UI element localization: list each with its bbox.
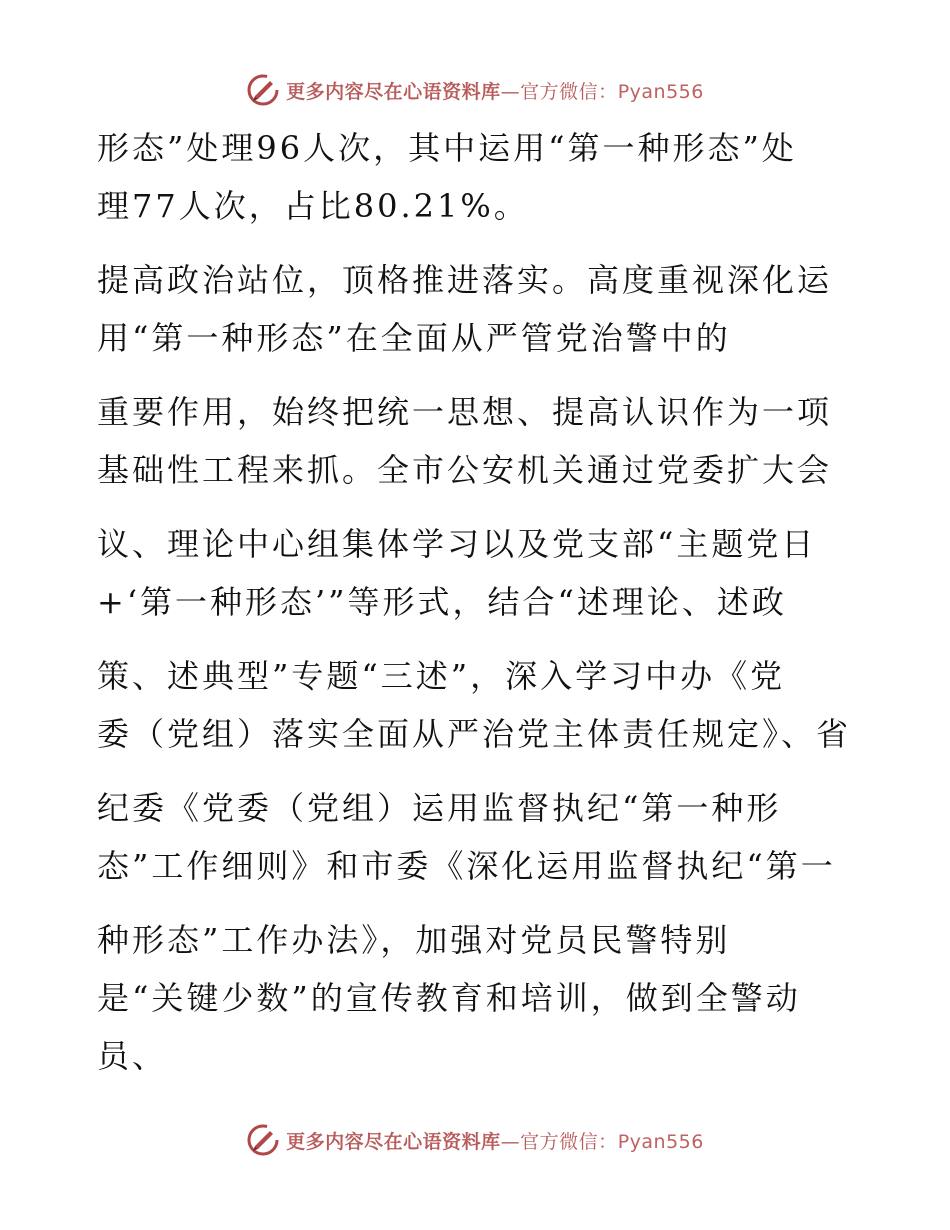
text-line: 委（党组）落实全面从严治党主体责任规定》、省: [97, 715, 852, 753]
text-line: 种形态”工作办法》，加强对党员民警特别: [97, 921, 731, 959]
text-line: 形态”处理96人次，其中运用“第一种形态”处: [97, 129, 797, 167]
brush-logo-icon: [246, 1123, 280, 1157]
text-line: 是“关键少数”的宣传教育和培训，做到全警动: [97, 979, 801, 1017]
text-line: 基础性工程来抓。全市公安机关通过党委扩大会: [97, 451, 833, 489]
text-line: 重要作用，始终把统一思想、提高认识作为一项: [97, 393, 833, 431]
header-site-text: 更多内容尽在心语资料库: [286, 80, 501, 103]
text-line: 态”工作细则》和市委《深化运用监督执纪“第一: [97, 847, 836, 885]
text-line: 用“第一种形态”在全面从严管党治警中的: [97, 319, 731, 357]
text-line: 员、: [97, 1037, 168, 1075]
text-line: 议、理论中心组集体学习以及党支部“主题党日: [97, 525, 817, 563]
text-line: 策、述典型”专题“三述”，深入学习中办《党: [97, 657, 786, 695]
text-line: 理77人次，占比80.21%。: [97, 187, 529, 225]
footer-text: [286, 1127, 704, 1154]
footer-site-text: 更多内容尽在心语资料库: [286, 1130, 501, 1153]
footer-banner: [0, 1120, 950, 1160]
footer-wechat-label: 官方微信：: [520, 1130, 618, 1153]
header-wechat-label: 官方微信：: [520, 80, 618, 103]
header-wechat-id: Pyan556: [617, 80, 704, 103]
footer-wechat-id: Pyan556: [617, 1130, 704, 1153]
footer-dash: —: [500, 1130, 521, 1153]
text-line: 提高政治站位，顶格推进落实。高度重视深化运: [97, 261, 833, 299]
header-dash: —: [500, 80, 521, 103]
text-line: 纪委《党委（党组）运用监督执纪“第一种形: [97, 789, 782, 827]
text-line: +‘第一种形态’”等形式，结合“述理论、述政: [97, 583, 787, 621]
